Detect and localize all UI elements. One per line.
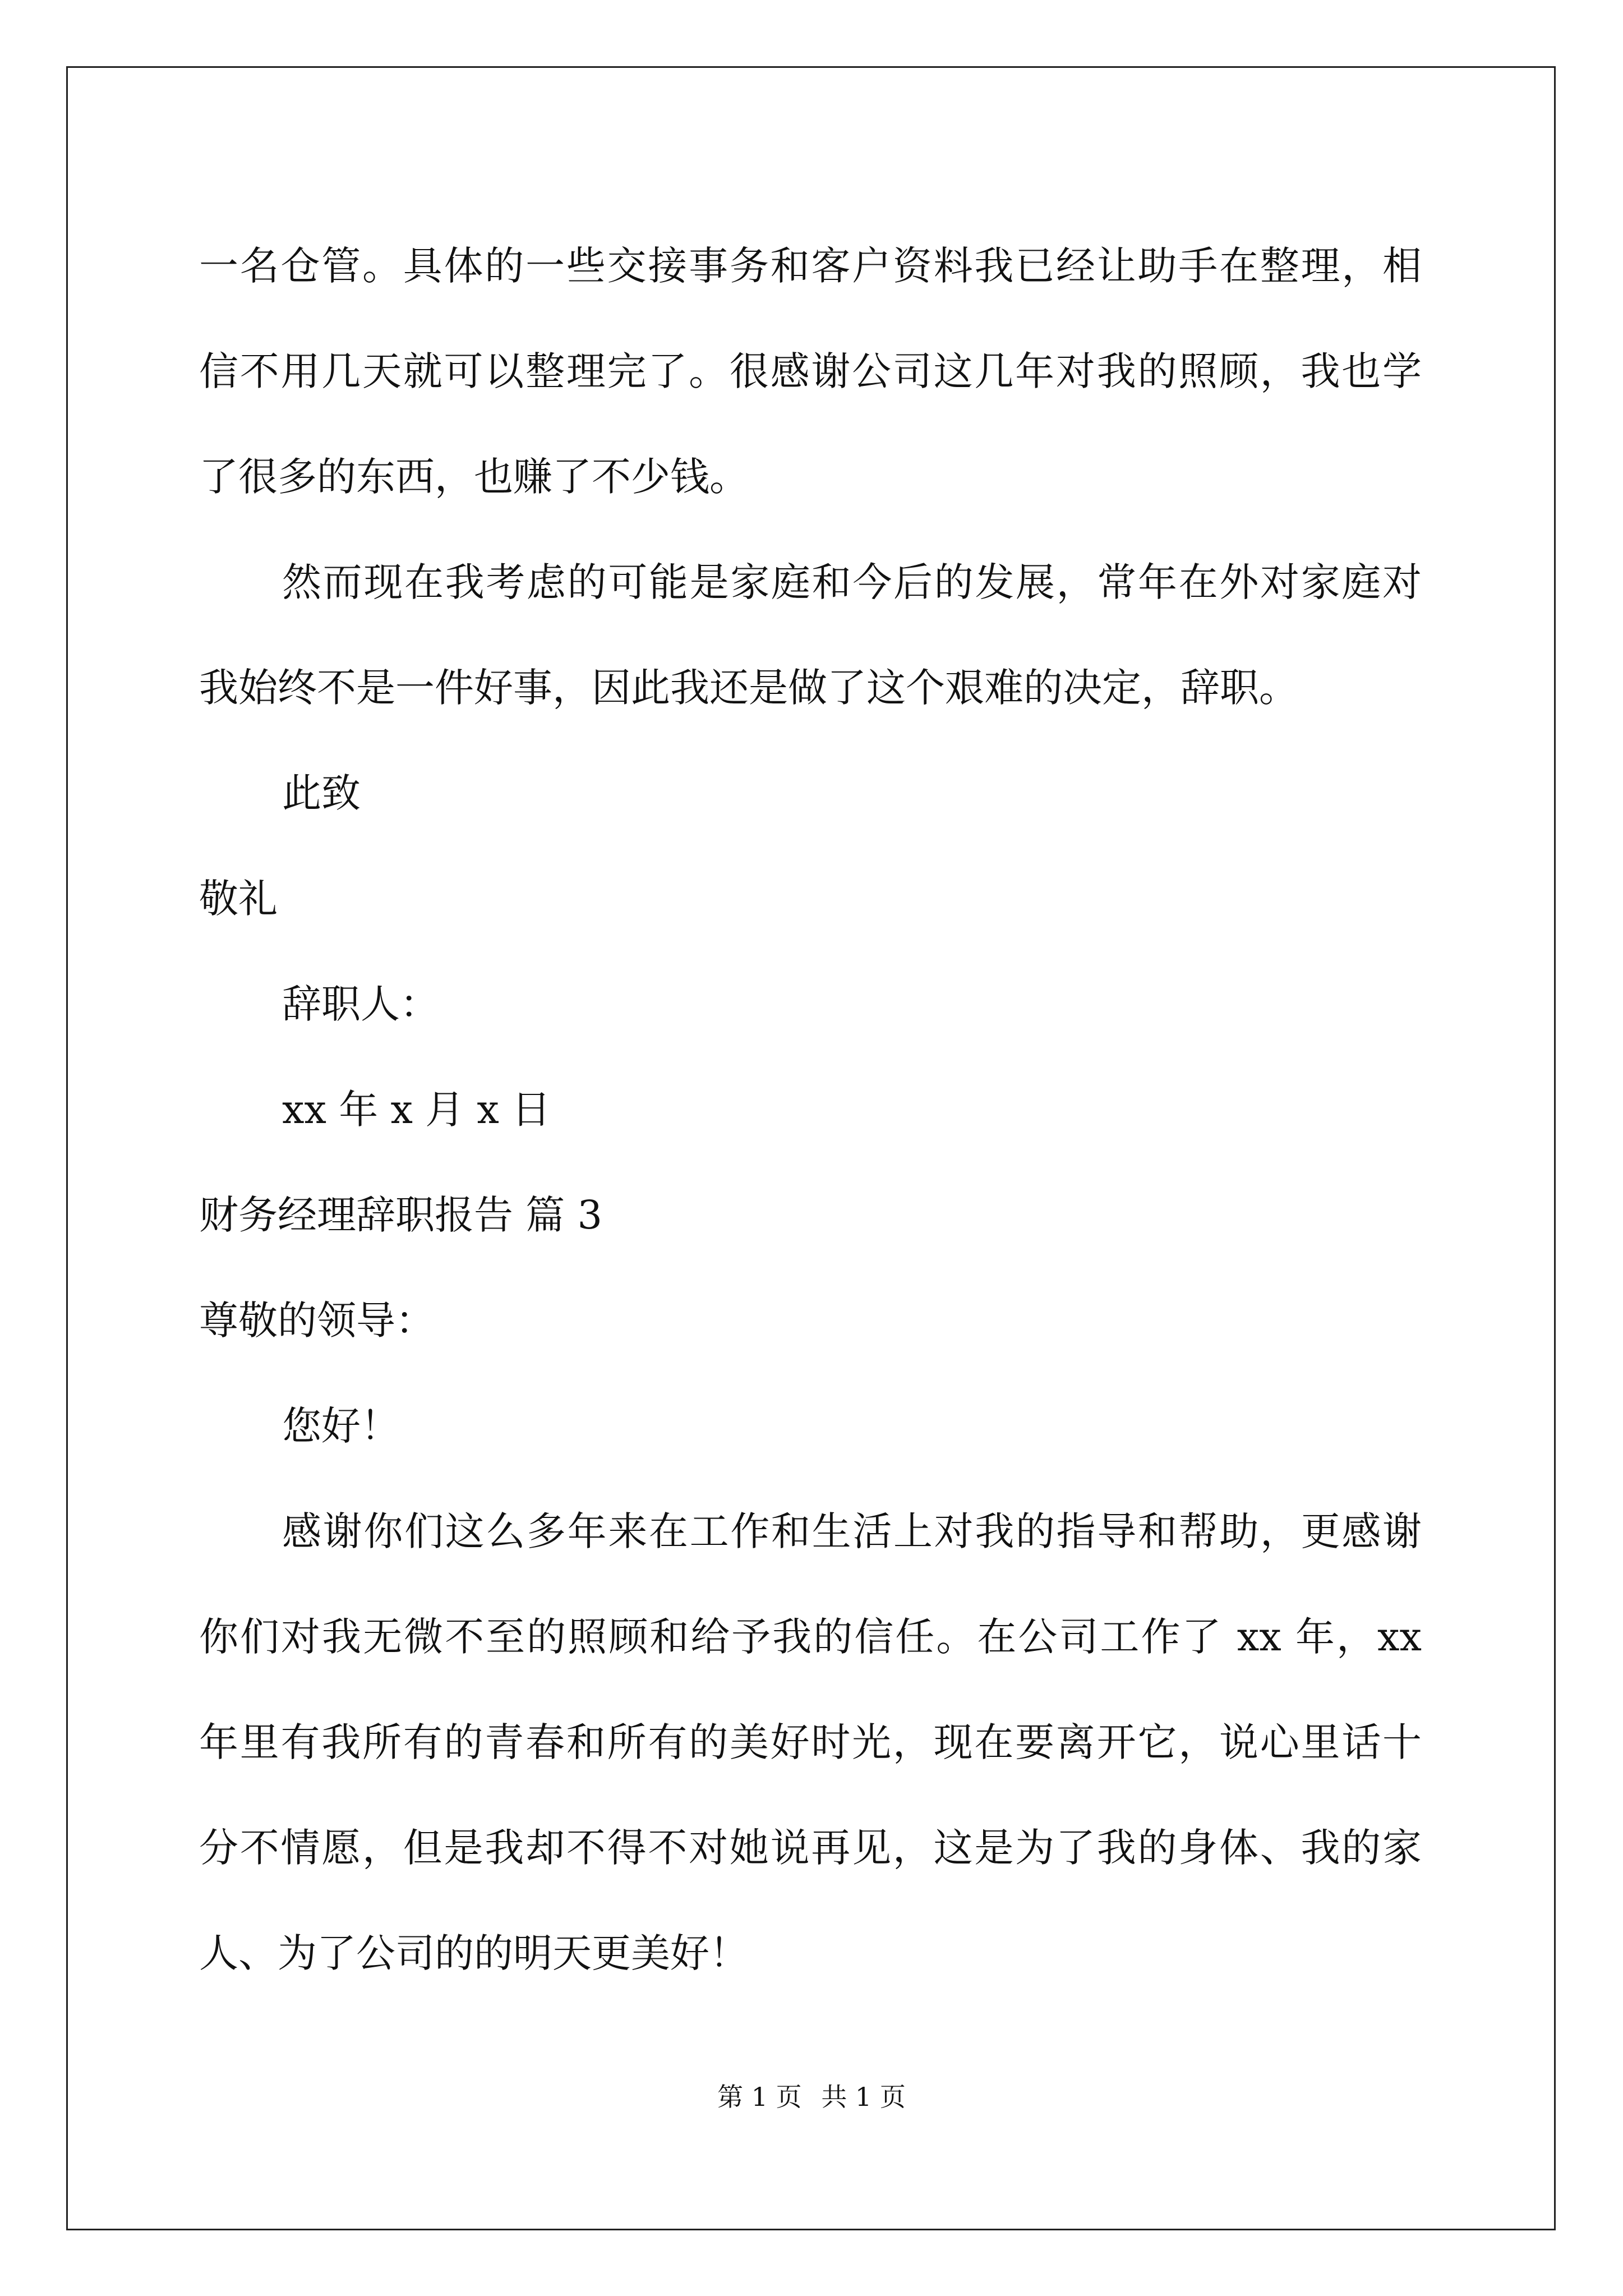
greeting-recipient: 尊敬的领导： (199, 1297, 435, 1343)
paragraph-line: 我始终不是一件好事，因此我还是做了这个艰难的决定，辞职。 (199, 665, 1298, 711)
paragraph-line: 一名仓管。具体的一些交接事务和客户资料我已经让助手在整理，相 (199, 243, 1422, 289)
paragraph-line: 了很多的东西，也赚了不少钱。 (199, 454, 749, 500)
date-line: xx 年 x 月 x 日 (282, 1087, 551, 1133)
paragraph-line: 人、为了公司的的明天更美好！ (199, 1930, 749, 1976)
paragraph-line: 感谢你们这么多年来在工作和生活上对我的指导和帮助，更感谢 (282, 1508, 1422, 1554)
page-total: 共 1 页 (821, 2082, 906, 2112)
closing-phrase: 此致 (282, 770, 361, 816)
page-footer (0, 2080, 1623, 2114)
paragraph-line: 年里有我所有的青春和所有的美好时光，现在要离开它，说心里话十 (199, 1719, 1422, 1765)
paragraph-line: 分不情愿，但是我却不得不对她说再见，这是为了我的身体、我的家 (199, 1825, 1422, 1871)
signature-label: 辞职人： (282, 981, 439, 1027)
salutation-regards: 敬礼 (199, 876, 278, 922)
paragraph-line: 然而现在我考虑的可能是家庭和今后的发展，常年在外对家庭对 (282, 559, 1422, 605)
document-body (199, 213, 1422, 2006)
section-title: 财务经理辞职报告 篇 3 (199, 1192, 603, 1238)
paragraph-line: 你们对我无微不至的照顾和给予我的信任。在公司工作了 xx 年，xx (199, 1614, 1422, 1660)
greeting: 您好！ (282, 1403, 400, 1449)
page-number: 第 1 页 (717, 2082, 802, 2112)
paragraph-line: 信不用几天就可以整理完了。很感谢公司这几年对我的照顾，我也学 (199, 348, 1422, 394)
